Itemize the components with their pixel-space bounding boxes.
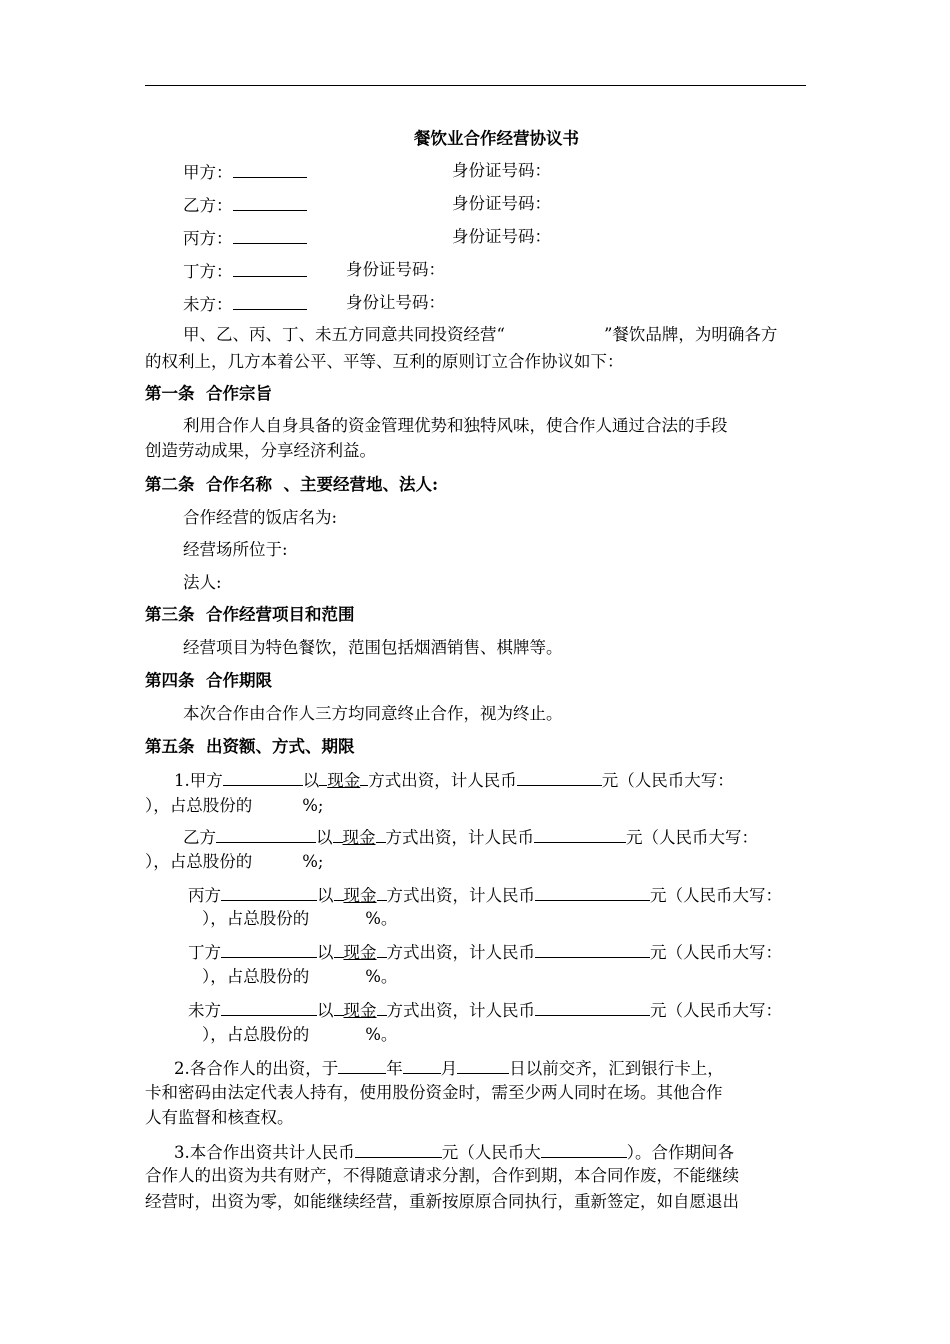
article-3-heading: 第三条 合作经营项目和范围 bbox=[145, 605, 355, 624]
business-place-label: 经营场所位于: bbox=[183, 540, 288, 559]
party-d-row bbox=[183, 260, 307, 282]
contribution-b-line-2 bbox=[145, 852, 324, 872]
cash-gap bbox=[334, 941, 344, 958]
clause-3-text-b: 元（人民币大 bbox=[441, 1143, 541, 1162]
amount-blank[interactable] bbox=[534, 826, 626, 843]
contribution-a-line-1 bbox=[174, 769, 734, 791]
clause-2-line-2: 卡和密码由法定代表人持有，使用股份资金时，需至少两人同时在场。其他合作 bbox=[145, 1083, 723, 1102]
percent-label: %。 bbox=[365, 1025, 398, 1044]
intro-line-1a: 甲、乙、丙、丁、未五方同意共同投资经营“ bbox=[183, 325, 505, 344]
contribution-a-prefix: 1.甲方 bbox=[174, 771, 223, 790]
contribution-d-line-1 bbox=[188, 941, 782, 963]
mode-text: 方式出资，计人民币 bbox=[386, 1001, 535, 1020]
cash-gap bbox=[334, 999, 344, 1016]
contribution-b-prefix: 乙方 bbox=[183, 828, 216, 847]
restaurant-name-label: 合作经营的饭店名为: bbox=[183, 508, 338, 527]
party-b-id-label: 身份证号码： bbox=[452, 194, 551, 213]
yuan-text: 元（人民币大写： bbox=[601, 771, 734, 790]
header-rule bbox=[145, 85, 806, 86]
party-a-id-label: 身份证号码： bbox=[452, 161, 551, 180]
percent-label: %。 bbox=[365, 967, 398, 986]
party-a-row bbox=[183, 161, 307, 183]
party-b-row bbox=[183, 194, 307, 216]
yi-label: 以 bbox=[302, 771, 320, 790]
yi-label: 以 bbox=[317, 886, 334, 905]
article-1-line-1: 利用合作人自身具备的资金管理优势和独特风味，使合作人通过合法的手段 bbox=[183, 416, 728, 435]
amount-blank[interactable] bbox=[517, 769, 602, 786]
yuan-text: 元（人民币大写： bbox=[650, 886, 782, 905]
month-blank[interactable] bbox=[403, 1057, 441, 1074]
cash-label: 现金 bbox=[343, 886, 377, 905]
clause-3-line-2: 合作人的出资为共有财产，不得随意请求分割，合作到期，本合同作废，不能继续 bbox=[145, 1166, 739, 1185]
clause-3-line-1 bbox=[174, 1141, 734, 1163]
mode-text: 方式出资，计人民币 bbox=[386, 943, 535, 962]
contribution-c-line-1 bbox=[188, 884, 782, 906]
clause-2-text-a: 2.各合作人的出资，于 bbox=[174, 1059, 339, 1078]
amount-blank[interactable] bbox=[535, 999, 650, 1016]
clause-2-text-b: 日以前交齐，汇到银行卡上， bbox=[509, 1059, 724, 1078]
yi-label: 以 bbox=[316, 828, 333, 847]
contribution-b-line-1 bbox=[183, 826, 758, 848]
percent-label: %; bbox=[302, 796, 324, 815]
clause-2-line-3: 人有监督和核查权。 bbox=[145, 1108, 294, 1127]
yuan-text: 元（人民币大写： bbox=[650, 1001, 782, 1020]
legal-person-label: 法人: bbox=[183, 573, 222, 592]
contribution-d-blank[interactable] bbox=[221, 941, 317, 958]
party-c-row bbox=[183, 227, 307, 249]
total-amount-blank[interactable] bbox=[355, 1141, 442, 1158]
share-text: ），占总股份的 bbox=[145, 852, 253, 871]
amount-blank[interactable] bbox=[535, 884, 650, 901]
contribution-d-prefix: 丁方 bbox=[188, 943, 221, 962]
party-e-blank[interactable] bbox=[233, 293, 307, 310]
party-d-label: 丁方： bbox=[183, 262, 233, 281]
cash-label: 现金 bbox=[343, 1001, 377, 1020]
party-c-blank[interactable] bbox=[233, 227, 307, 244]
party-d-blank[interactable] bbox=[233, 260, 307, 277]
contribution-e-line-1 bbox=[188, 999, 782, 1021]
contribution-a-line-2 bbox=[145, 796, 324, 816]
party-e-id-label: 身份让号码： bbox=[346, 293, 445, 312]
clause-3-text-c: ）。合作期间各 bbox=[626, 1143, 734, 1162]
party-c-id-label: 身份证号码： bbox=[452, 227, 551, 246]
day-blank[interactable] bbox=[457, 1057, 509, 1074]
contribution-c-line-2 bbox=[202, 909, 397, 929]
cash-label: 现金 bbox=[327, 771, 361, 790]
intro-line-1b: ”餐饮品牌，为明确各方 bbox=[604, 325, 778, 344]
mode-text: 方式出资，计人民币 bbox=[368, 771, 517, 790]
article-1-line-2: 创造劳动成果，分享经济利益。 bbox=[145, 441, 376, 460]
cash-label: 现金 bbox=[343, 943, 377, 962]
clause-3-text-a: 3.本合作出资共计人民币 bbox=[174, 1143, 355, 1162]
yi-label: 以 bbox=[317, 943, 334, 962]
contribution-a-blank[interactable] bbox=[223, 769, 303, 786]
contribution-d-line-2 bbox=[202, 967, 397, 987]
clause-3-line-3: 经营时，出资为零，如能继续经营，重新按原原合同执行，重新签定，如自愿退出 bbox=[145, 1192, 739, 1211]
article-4-heading: 第四条 合作期限 bbox=[145, 671, 272, 690]
cash-gap bbox=[377, 999, 387, 1016]
party-c-label: 丙方： bbox=[183, 229, 233, 248]
article-5-heading: 第五条 出资额、方式、期限 bbox=[145, 737, 355, 756]
cash-gap bbox=[376, 826, 386, 843]
yuan-text: 元（人民币大写： bbox=[650, 943, 782, 962]
mode-text: 方式出资，计人民币 bbox=[385, 828, 534, 847]
cash-gap bbox=[377, 884, 387, 901]
party-a-blank[interactable] bbox=[233, 161, 307, 178]
percent-label: %。 bbox=[365, 909, 398, 928]
contribution-b-blank[interactable] bbox=[216, 826, 316, 843]
share-text: ），占总股份的 bbox=[202, 967, 310, 986]
contribution-c-blank[interactable] bbox=[221, 884, 317, 901]
share-text: ），占总股份的 bbox=[202, 909, 310, 928]
party-d-id-label: 身份证号码： bbox=[346, 260, 445, 279]
total-amount-words-blank[interactable] bbox=[541, 1141, 627, 1158]
contribution-e-line-2 bbox=[202, 1025, 397, 1045]
article-1-heading: 第一条 合作宗旨 bbox=[145, 384, 272, 403]
contribution-c-prefix: 丙方 bbox=[188, 886, 221, 905]
party-a-label: 甲方： bbox=[183, 163, 233, 182]
cash-gap bbox=[377, 941, 387, 958]
mode-text: 方式出资，计人民币 bbox=[386, 886, 535, 905]
article-2-heading: 第二条 合作名称 、主要经营地、法人: bbox=[145, 475, 439, 494]
month-label: 月 bbox=[440, 1059, 458, 1078]
year-label: 年 bbox=[386, 1059, 403, 1078]
article-3-line-1: 经营项目为特色餐饮，范围包括烟酒销售、棋牌等。 bbox=[183, 638, 563, 657]
amount-blank[interactable] bbox=[535, 941, 650, 958]
share-text: ），占总股份的 bbox=[202, 1025, 310, 1044]
party-b-label: 乙方： bbox=[183, 196, 233, 215]
party-e-label: 未方： bbox=[183, 295, 233, 314]
clause-2-line-1 bbox=[174, 1057, 724, 1079]
year-blank[interactable] bbox=[338, 1057, 386, 1074]
yi-label: 以 bbox=[317, 1001, 334, 1020]
party-b-blank[interactable] bbox=[233, 194, 307, 211]
contribution-e-prefix: 未方 bbox=[188, 1001, 221, 1020]
document-title: 餐饮业合作经营协议书 bbox=[414, 129, 579, 148]
cash-label: 现金 bbox=[342, 828, 376, 847]
percent-label: %; bbox=[302, 852, 324, 871]
share-text: ），占总股份的 bbox=[145, 796, 253, 815]
cash-gap bbox=[334, 884, 344, 901]
contribution-e-blank[interactable] bbox=[221, 999, 317, 1016]
yuan-text: 元（人民币大写： bbox=[626, 828, 758, 847]
intro-line-2: 的权利上，几方本着公平、平等、互利的原则订立合作协议如下： bbox=[145, 352, 624, 371]
article-4-line-1: 本次合作由合作人三方均同意终止合作，视为终止。 bbox=[183, 704, 563, 723]
party-e-row bbox=[183, 293, 307, 315]
cash-gap bbox=[333, 826, 343, 843]
